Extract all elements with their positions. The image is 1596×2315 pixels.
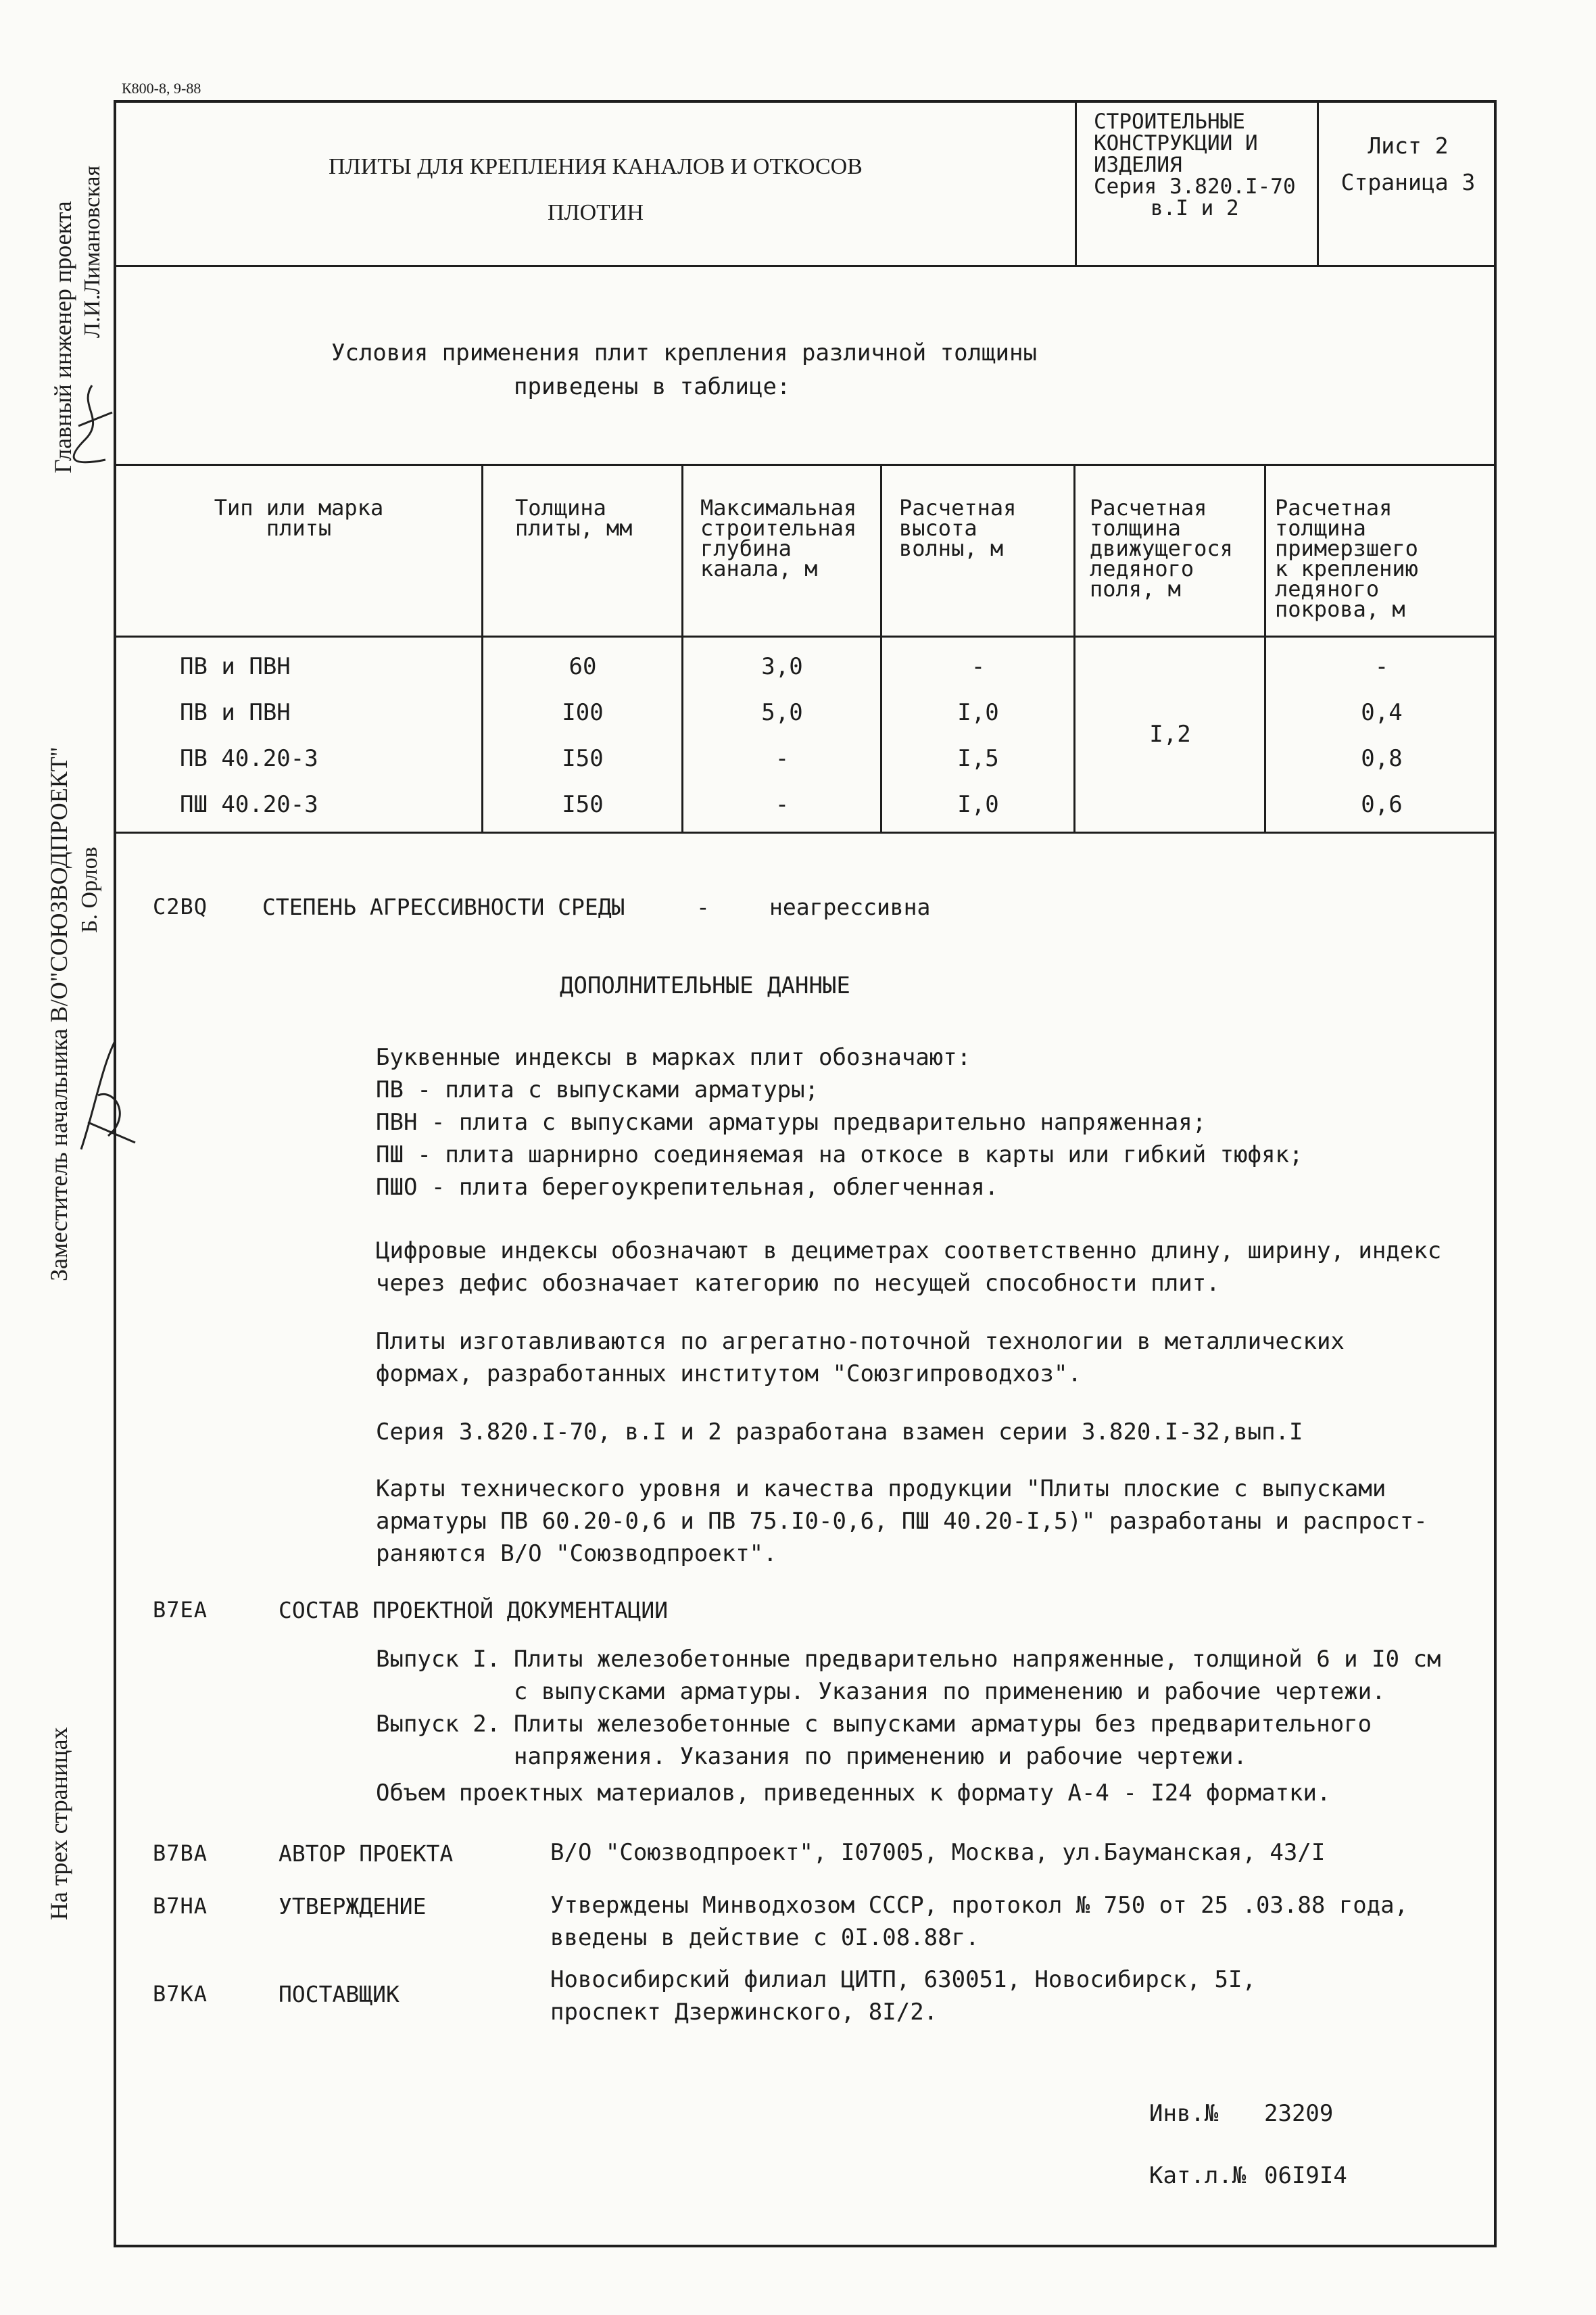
intro-line2: приведены в таблице: [514, 373, 791, 400]
cell-type: ПВ и ПВН [180, 653, 291, 680]
doc-title-line2: ПЛОТИН [547, 200, 644, 225]
aggressiveness-label: СТЕПЕНЬ АГРЕССИВНОСТИ СРЕДЫ [262, 894, 625, 920]
approval-value [550, 1889, 1408, 1954]
header-line: волны, м [899, 535, 1004, 561]
approval-code: В7НА [153, 1893, 208, 1919]
author-label: АВТОР ПРОЕКТА [279, 1840, 454, 1867]
header-line: толщина [1090, 515, 1181, 541]
header-line: строительная [700, 515, 857, 541]
header-line: толщина [1275, 515, 1366, 541]
page-number: Страница 3 [1340, 169, 1476, 195]
form-code: К800-8, 9-88 [122, 80, 201, 97]
header-divider-1 [1075, 100, 1077, 266]
text-line: напряжения. Указания по применению и рабочие чертежи. [514, 1743, 1247, 1770]
header-line: ледяного [1090, 556, 1194, 581]
text-line: Плиты изготавливаются по агрегатно-поточной технологии в металлических [376, 1328, 1345, 1355]
aggressiveness-code: С2ВQ [153, 894, 208, 920]
series-line: Серия 3.820.I-70 [1094, 174, 1296, 199]
side-label-deputy-head-name: Б. Орлов [77, 846, 102, 933]
text-line: Новосибирский филиал ЦИТП, 630051, Новосибирск, 5I, [550, 1966, 1256, 1993]
text-line: раняются В/О "Союзводпроект". [376, 1540, 777, 1567]
header-line: глубина [700, 535, 792, 561]
text-line: с выпусками арматуры. Указания по применению и рабочие чертежи. [514, 1678, 1386, 1705]
table-top-line [114, 464, 1497, 466]
header-line: к креплению [1275, 556, 1418, 581]
cell-ice-cover: - [1374, 653, 1389, 680]
text-line: Утверждены Минводхозом СССР, протокол № 750 от 25 .03.88 года, [550, 1892, 1409, 1919]
table-header-ice-field [1090, 495, 1233, 602]
text-line: формах, разработанных институтом "Союзгипроводхоз". [376, 1360, 1082, 1387]
series-line: КОНСТРУКЦИИ И [1094, 131, 1258, 156]
table-header-line [114, 636, 1497, 638]
text-line: Карты технического уровня и качества продукции "Плиты плоские с выпусками [376, 1475, 1386, 1502]
table-row [0, 745, 1596, 791]
signature-chief-engineer [65, 379, 119, 473]
issue2-text [514, 1708, 1372, 1773]
table-bottom-line [114, 832, 1497, 834]
series-line: в.I и 2 [1151, 196, 1239, 220]
cell-thickness: I50 [562, 791, 604, 818]
cell-ice-cover: 0,6 [1361, 791, 1403, 818]
side-label-chief-engineer-name: Л.И.Лимановская [80, 165, 105, 338]
text-line: Плиты железобетонные предварительно напряженные, толщиной 6 и I0 см [514, 1646, 1441, 1673]
cell-wave: I,0 [957, 699, 999, 726]
additional-p4 [376, 1416, 1303, 1448]
text-line: арматуры ПВ 60.20-0,6 и ПВ 75.I0-0,6, ПШ 40.20-I,5)" разработаны и распрост- [376, 1508, 1428, 1535]
header-line: поля, м [1090, 576, 1181, 602]
header-line: Толщина [515, 495, 606, 521]
supplier-code: В7КА [153, 1981, 208, 2007]
header-line: Расчетная [1275, 495, 1393, 521]
table-header-wave [899, 495, 1017, 561]
additional-title: ДОПОЛНИТЕЛЬНЫЕ ДАННЫЕ [560, 972, 850, 999]
header-divider-2 [1317, 100, 1319, 266]
supplier-label: ПОСТАВЩИК [279, 1981, 400, 2007]
series-line: СТРОИТЕЛЬНЫЕ [1094, 110, 1245, 134]
cell-thickness: I50 [562, 745, 604, 772]
header-line: Максимальная [700, 495, 857, 521]
inventory-label: Инв.№ [1149, 2100, 1219, 2127]
catalog-number: 06I9I4 [1264, 2162, 1347, 2189]
composition-label: СОСТАВ ПРОЕКТНОЙ ДОКУМЕНТАЦИИ [279, 1597, 669, 1623]
text-line: Цифровые индексы обозначают в дециметрах соответственно длину, ширину, индекс [376, 1237, 1442, 1264]
header-bottom-line [114, 265, 1497, 267]
cell-wave: - [971, 653, 986, 680]
composition-code: В7ЕА [153, 1597, 208, 1623]
catalog-label: Кат.л.№ [1149, 2162, 1247, 2189]
additional-p1 [376, 1041, 1303, 1203]
intro-line1: Условия применения плит крепления различной толщины [331, 339, 1037, 366]
header-line: Расчетная [899, 495, 1017, 521]
header-line: покрова, м [1275, 596, 1405, 622]
text-line: проспект Дзержинского, 8I/2. [550, 1999, 938, 2026]
header-line: высота [899, 515, 977, 541]
issue1-text [514, 1643, 1441, 1708]
text-line: Плиты железобетонные с выпусками арматуры без предварительного [514, 1711, 1372, 1738]
cell-type: ПШ 40.20-3 [180, 791, 318, 818]
cell-wave: I,5 [957, 745, 999, 772]
header-line: плиты [266, 515, 332, 541]
table-header-ice-cover [1275, 495, 1418, 622]
series-line: ИЗДЕЛИЯ [1094, 153, 1182, 177]
table-header-depth [700, 495, 857, 581]
header-line: Тип или марка [214, 495, 384, 521]
header-line: движущегося [1090, 535, 1233, 561]
side-label-on-pages: На трех страницах [45, 1727, 72, 1920]
cell-type: ПВ 40.20-3 [180, 745, 318, 772]
header-line: канала, м [700, 556, 818, 581]
approval-label: УТВЕРЖДЕНИЕ [279, 1893, 427, 1919]
cell-depth: - [775, 791, 790, 818]
table-row [0, 699, 1596, 745]
side-label-deputy-head: Заместитель начальника В/О"СОЮЗВОДПРОЕКТ" [45, 746, 72, 1281]
cell-thickness: 60 [569, 653, 597, 680]
aggressiveness-value: неагрессивна [769, 894, 931, 920]
table-header-thickness [515, 495, 633, 541]
supplier-value [550, 1963, 1256, 2028]
side-label-chief-engineer: Главный инженер проекта [49, 201, 76, 473]
cell-wave: I,0 [957, 791, 999, 818]
text-line: Серия 3.820.I-70, в.I и 2 разработана взамен серии 3.820.I-32,вып.I [376, 1418, 1303, 1446]
cell-depth: 3,0 [761, 653, 803, 680]
author-value: В/О "Союзводпроект", I07005, Москва, ул.Бауманская, 43/I [550, 1839, 1326, 1866]
header-line: Расчетная [1090, 495, 1207, 521]
header-line: ледяного [1275, 576, 1380, 602]
cell-type: ПВ и ПВН [180, 699, 291, 726]
cell-ice-field-merged: I,2 [1149, 721, 1191, 748]
table-row [0, 653, 1596, 699]
inventory-number: 23209 [1264, 2100, 1334, 2127]
cell-ice-cover: 0,4 [1361, 699, 1403, 726]
additional-p5 [376, 1473, 1428, 1570]
text-line: ПШ - плита шарнирно соединяемая на откосе в карты или гибкий тюфяк; [376, 1141, 1303, 1168]
series-block [1094, 111, 1296, 219]
sheet-number: Лист 2 [1368, 133, 1449, 159]
cell-ice-cover: 0,8 [1361, 745, 1403, 772]
aggressiveness-dash: - [696, 894, 710, 920]
header-line: плиты, мм [515, 515, 633, 541]
text-line: введены в действие с 0I.08.88г. [550, 1924, 980, 1951]
composition-volume: Объем проектных материалов, приведенных к формату А-4 - I24 форматки. [376, 1780, 1331, 1807]
doc-title-line1: ПЛИТЫ ДЛЯ КРЕПЛЕНИЯ КАНАЛОВ И ОТКОСОВ [329, 154, 863, 179]
header-line: примерзшего [1275, 535, 1418, 561]
text-line: Буквенные индексы в марках плит обозначают: [376, 1044, 971, 1071]
additional-p2 [376, 1235, 1441, 1299]
text-line: ПШО - плита берегоукрепительная, облегченная. [376, 1174, 999, 1201]
cell-depth: - [775, 745, 790, 772]
text-line: через дефис обозначает категорию по несущей способности плит. [376, 1270, 1220, 1297]
table-row [0, 791, 1596, 832]
text-line: ПВН - плита с выпусками арматуры предварительно напряженная; [376, 1109, 1207, 1136]
issue2-label: Выпуск 2. [376, 1711, 501, 1738]
issue1-label: Выпуск I. [376, 1646, 501, 1673]
author-code: В7ВА [153, 1840, 208, 1866]
cell-depth: 5,0 [761, 699, 803, 726]
text-line: ПВ - плита с выпусками арматуры; [376, 1076, 819, 1103]
cell-thickness: I00 [562, 699, 604, 726]
additional-p3 [376, 1325, 1345, 1390]
table-header-type [116, 495, 481, 541]
